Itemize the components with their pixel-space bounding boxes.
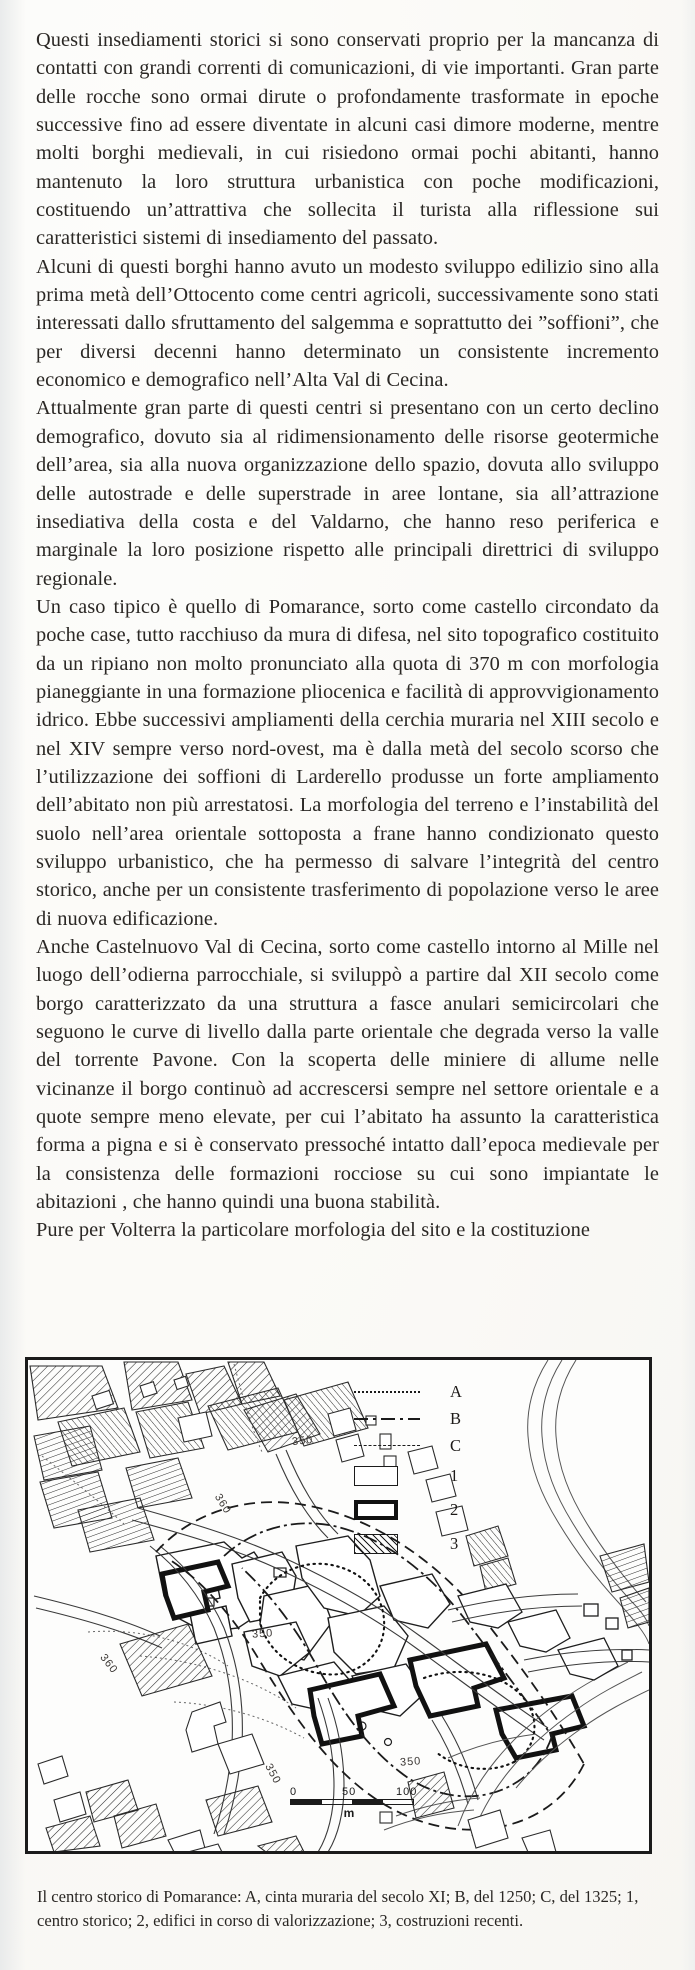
legend-item-c xyxy=(354,1432,494,1459)
legend-label-3: 3 xyxy=(450,1534,459,1553)
scan-edge-left xyxy=(0,0,26,1970)
paragraph-5: Anche Castelnuovo Val di Cecina, sorto come castello intorno al Mille nel luogo dell’odierna parrocchiale, si sviluppò a partire dal XII secolo come borgo caratterizzato da una struttura a fasce anulari semicircolari che seguono le curve di livello dalla parte orientale che degrada verso la valle del torrente Pavone. Con la scoperta delle miniere di allume nelle vicinanze il borgo continuò ad accrescersi sempre nel settore orientale e a quote sempre meno elevate, per cui l’abitato ha assunto la caratteristica forma a pigna e si è conservato pressoché intatto dall’epoca medievale per la consistenza delle formazioni rocciose su cui sono impiantate le abitazioni , che hanno quindi una buona stabilità. xyxy=(36,936,659,1214)
map-frame xyxy=(25,1357,652,1854)
scan-edge-right xyxy=(681,0,695,1970)
body-text xyxy=(36,26,659,1245)
contour-label-360-a: 360 xyxy=(211,1491,234,1517)
dotted-line-icon xyxy=(354,1381,428,1403)
legend-label-1: 1 xyxy=(450,1466,459,1485)
legend-label-b: B xyxy=(450,1408,462,1428)
contour-label-350-c: 350 xyxy=(399,1755,422,1769)
legend-item-2 xyxy=(354,1493,494,1527)
paragraph-2: Alcuni di questi borghi hanno avuto un modesto sviluppo edilizio sino alla prima metà dell’Ottocento come centri agricoli, successivamente sono stati interessati dallo sfruttamento del salgemma e soprattutto dei ”soffioni”, che per diversi decenni hanno determinato un consistente incremento economico e demografico nell’Alta Val di Cecina. xyxy=(36,255,659,392)
thick-outline-rectangle-icon xyxy=(354,1499,428,1521)
scale-tick-0: 0 xyxy=(290,1786,298,1798)
contour-label-350-b: 350 xyxy=(251,1627,274,1641)
scale-tick-50: 50 xyxy=(342,1786,357,1798)
legend-item-1 xyxy=(354,1459,494,1493)
outline-rectangle-icon xyxy=(354,1465,428,1487)
figure-caption: Il centro storico di Pomarance: A, cinta muraria del secolo XI; B, del 1250; C, del 1325; 1, centro storico; 2, edifici in corso di valorizzazione; 3, costruzioni recenti. xyxy=(37,1887,639,1930)
contour-label-350-a: 350 xyxy=(291,1433,314,1449)
legend-item-b xyxy=(354,1405,494,1432)
dashed-line-icon xyxy=(354,1435,428,1457)
map-legend xyxy=(354,1378,494,1561)
scale-unit-label: m xyxy=(343,1806,355,1820)
legend-label-c: C xyxy=(450,1435,462,1455)
legend-item-a xyxy=(354,1378,494,1405)
contour-label-350-d: 350 xyxy=(262,1761,283,1787)
legend-item-3 xyxy=(354,1527,494,1561)
hatched-rectangle-icon xyxy=(354,1533,428,1555)
paragraph-4: Un caso tipico è quello di Pomarance, sorto come castello circondato da poche case, tutto racchiuso da mura di difesa, nel sito topografico costituito da un ripiano non molto pronunciato alla quota di 370 m con morfologia pianeggiante in una formazione pliocenica e facilità di approvvigionamento idrico. Ebbe successivi ampliamenti della cerchia muraria nel XIII secolo e nel XIV sempre verso nord-ovest, ma è dalla metà del secolo scorso che l’utilizzazione dei soffioni di Larderello produsse un forte ampliamento dell’abitato non più arrestatosi. La morfologia del terreno e l’instabilità del suolo nell’area orientale sottoposta a frane hanno condizionato questo sviluppo urbanistico, che ha permesso di salvare l’integrità del centro storico, anche per un consistente trasferimento di popolazione verso le aree di nuova edificazione. xyxy=(36,595,659,930)
scale-tick-100: 100 xyxy=(396,1786,418,1798)
map-scale-bar xyxy=(290,1786,418,1820)
legend-label-2: 2 xyxy=(450,1500,459,1519)
paragraph-1: Questi insediamenti storici si sono conservati proprio per la mancanza di contatti con grandi correnti di comunicazioni, di vie importanti. Gran parte delle rocche sono ormai dirute o profondamente trasformate in epoche successive fino ad essere diventate in alcuni casi dimore moderne, mentre molti borghi medievali, in cui risiedono ormai pochi abitanti, hanno mantenuto la loro struttura urbanistica con poche modificazioni, costituendo un’attrattiva che sollecita il turista alla riflessione sui caratteristici sistemi di insediamento del passato. xyxy=(36,29,659,250)
scale-tick-labels xyxy=(290,1786,418,1799)
figure-map xyxy=(25,1357,670,1857)
town-plan-drawing xyxy=(28,1360,649,1851)
legend-label-a: A xyxy=(450,1381,463,1401)
contour-label-360-b: 360 xyxy=(97,1651,120,1677)
dash-dot-line-icon xyxy=(354,1408,428,1430)
paragraph-6: Pure per Volterra la particolare morfologia del sito e la costituzione xyxy=(36,1219,590,1242)
paragraph-3: Attualmente gran parte di questi centri si presentano con un certo declino demografico, dovuto sia al ridimensionamento delle risorse geotermiche dell’area, sia alla nuova organizzazione dello spazio, dovuta allo sviluppo delle autostrade e delle superstrade in aree lontane, sia all’attrazione insediativa della costa e del Valdarno, che hanno reso periferica e marginale la loro posizione rispetto alle principali direttrici di sviluppo regionale. xyxy=(36,397,659,590)
scale-bar-graphic xyxy=(290,1799,414,1805)
